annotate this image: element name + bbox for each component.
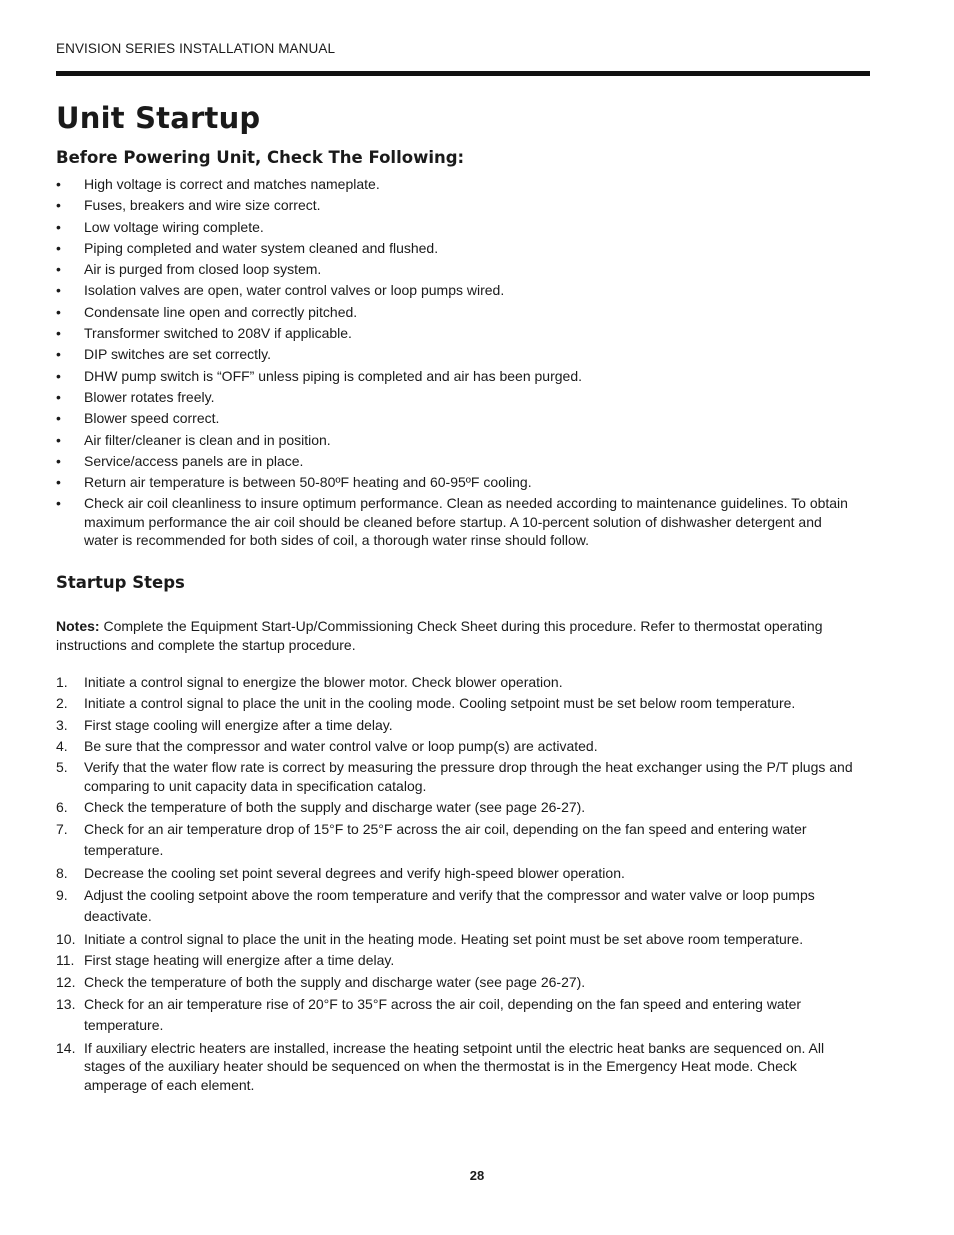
list-item-text: Blower rotates freely. — [84, 388, 215, 405]
step-item — [56, 737, 856, 756]
step-number: 1. — [56, 674, 68, 690]
step-item — [56, 930, 856, 949]
bullet-icon: • — [56, 261, 61, 278]
step-item — [56, 694, 856, 713]
bullet-icon: • — [56, 325, 61, 342]
step-text: Check the temperature of both the supply and discharge water (see page 26-27). — [84, 973, 586, 990]
list-item-text: Service/access panels are in place. — [84, 452, 304, 469]
list-item-text: DHW pump switch is “OFF” unless piping is completed and air has been purged. — [84, 367, 582, 384]
list-item — [56, 196, 856, 215]
bullet-icon: • — [56, 218, 61, 235]
list-item-text: Low voltage wiring complete. — [84, 218, 264, 235]
bullet-icon: • — [56, 176, 61, 192]
step-text: Initiate a control signal to place the unit in the heating mode. Heating set point must be set above room temperature. — [84, 931, 804, 948]
step-text: First stage cooling will energize after a time delay. — [84, 716, 393, 733]
step-item — [56, 758, 856, 795]
list-item — [56, 409, 856, 428]
list-item — [56, 303, 856, 322]
step-text: Verify that the water flow rate is correct by measuring the pressure drop through the heat exchanger using the P/T plugs and comparing to unit capacity data in specification catalog. — [84, 759, 853, 794]
bullet-icon: • — [56, 303, 61, 320]
step-item — [56, 951, 856, 970]
step-number: 12. — [56, 973, 76, 990]
step-number: 4. — [56, 737, 68, 754]
step-number: 9. — [56, 887, 68, 904]
page-title: Unit Startup — [56, 101, 261, 135]
list-item — [56, 431, 856, 450]
step-number: 14. — [56, 1039, 76, 1056]
list-item-text: Check air coil cleanliness to insure optimum performance. Clean as needed according to maintenance guidelines. To obtain maximum performance the air coil should be cleaned before startup. A 10-percent solution of dishwasher detergent and water is recommended for both sides of coil, a thorough water rinse should follow. — [84, 495, 848, 549]
list-item — [56, 324, 856, 343]
list-item — [56, 345, 856, 364]
list-item — [56, 239, 856, 258]
list-item-text: Air filter/cleaner is clean and in position. — [84, 431, 331, 448]
notes-text: Complete the Equipment Start-Up/Commissioning Check Sheet during this procedure. Refer to thermostat operating instructions and complete the startup procedure. — [56, 618, 823, 653]
manual-header-title: ENVISION SERIES INSTALLATION MANUAL — [56, 41, 336, 56]
step-number: 10. — [56, 931, 76, 948]
page-number: 28 — [469, 1168, 485, 1183]
step-item — [56, 1039, 856, 1095]
step-text: First stage heating will energize after a time delay. — [84, 952, 395, 969]
step-text: Initiate a control signal to place the unit in the cooling mode. Cooling setpoint must be set below room temperature. — [84, 695, 796, 712]
list-item-text: High voltage is correct and matches nameplate. — [84, 176, 380, 192]
step-number: 6. — [56, 798, 68, 815]
list-item-text: Return air temperature is between 50-80ºF heating and 60-95ºF cooling. — [84, 474, 532, 491]
step-item — [56, 994, 856, 1036]
list-item — [56, 494, 856, 550]
list-item-text: Piping completed and water system cleaned and flushed. — [84, 239, 439, 256]
step-item — [56, 819, 856, 861]
bullet-icon: • — [56, 239, 61, 256]
bullet-icon: • — [56, 197, 61, 214]
step-text: Check for an air temperature rise of 20°F to 35°F across the air coil, depending on the fan speed and entering water temperature. — [84, 996, 802, 1034]
list-item — [56, 452, 856, 471]
step-text: Adjust the cooling setpoint above the room temperature and verify that the compressor and water valve or loop pumps deactivate. — [84, 887, 815, 925]
list-item — [56, 281, 856, 300]
step-number: 2. — [56, 695, 68, 712]
step-item — [56, 798, 856, 817]
list-item-text: Blower speed correct. — [84, 410, 220, 427]
notes-label: Notes: — [56, 618, 100, 634]
precheck-heading: Before Powering Unit, Check The Following: — [56, 148, 465, 167]
list-item — [56, 367, 856, 386]
step-number: 7. — [56, 821, 68, 838]
bullet-icon: • — [56, 431, 61, 448]
startup-notes — [56, 617, 870, 655]
bullet-icon: • — [56, 388, 61, 405]
step-text: Be sure that the compressor and water control valve or loop pump(s) are activated. — [84, 737, 598, 754]
startup-steps-list — [56, 673, 856, 1097]
step-number: 11. — [56, 952, 75, 969]
list-item-text: Transformer switched to 208V if applicable. — [84, 325, 352, 342]
list-item — [56, 388, 856, 407]
bullet-icon: • — [56, 452, 61, 469]
step-item — [56, 885, 856, 927]
step-text: Check for an air temperature drop of 15°F to 25°F across the air coil, depending on the fan speed and entering water temperature. — [84, 821, 807, 859]
list-item-text: Condensate line open and correctly pitched. — [84, 303, 358, 320]
step-item — [56, 864, 856, 883]
step-number: 13. — [56, 996, 76, 1013]
step-number: 8. — [56, 865, 68, 882]
step-text: Decrease the cooling set point several degrees and verify high-speed blower operation. — [84, 865, 625, 882]
step-text: Check the temperature of both the supply and discharge water (see page 26-27). — [84, 798, 586, 815]
step-item — [56, 673, 856, 692]
step-number: 5. — [56, 759, 68, 776]
list-item — [56, 175, 856, 194]
header-divider — [56, 71, 870, 76]
bullet-icon: • — [56, 282, 61, 299]
precheck-list — [56, 175, 856, 553]
bullet-icon: • — [56, 495, 61, 512]
step-item — [56, 716, 856, 735]
list-item — [56, 473, 856, 492]
list-item-text: Air is purged from closed loop system. — [84, 261, 322, 278]
step-text: If auxiliary electric heaters are installed, increase the heating setpoint until the electric heat banks are sequenced on. All stages of the auxiliary heater should be sequenced on when the thermostat is in the Emergency Heat mode. Check amperage of each element. — [84, 1039, 825, 1093]
list-item-text: DIP switches are set correctly. — [84, 346, 271, 363]
list-item — [56, 218, 856, 237]
step-text: Initiate a control signal to energize the blower motor. Check blower operation. — [84, 674, 563, 690]
startup-steps-heading: Startup Steps — [56, 573, 185, 592]
bullet-icon: • — [56, 367, 61, 384]
list-item — [56, 260, 856, 279]
bullet-icon: • — [56, 474, 61, 491]
step-item — [56, 973, 856, 992]
list-item-text: Isolation valves are open, water control valves or loop pumps wired. — [84, 282, 505, 299]
bullet-icon: • — [56, 346, 61, 363]
bullet-icon: • — [56, 410, 61, 427]
list-item-text: Fuses, breakers and wire size correct. — [84, 197, 321, 214]
step-number: 3. — [56, 716, 68, 733]
